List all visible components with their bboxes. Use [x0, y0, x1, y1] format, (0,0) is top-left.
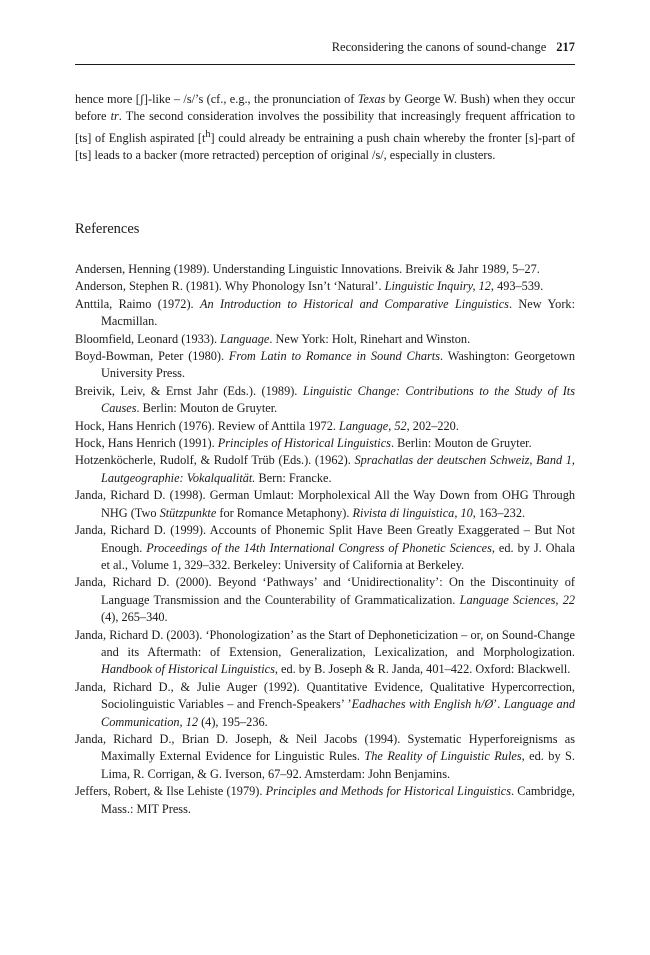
ref-italic: An Introduction to Historical and Comparative Linguistics: [199, 296, 509, 311]
ref-text: . Cambridge, Mass.: MIT Press.: [101, 784, 575, 816]
reference-entry: [75, 296, 575, 331]
ref-text: Janda, Richard D., & Julie Auger (1992). Quantitative Evidence, Qualitative Hypercorrection, Sociolinguistic Variables – and French-Speakers’ ’: [75, 679, 575, 712]
paragraph-italic: Texas: [357, 92, 386, 106]
paragraph-text: hence more [ʃ]-like – /s/’s (cf., e.g., the pronunciation of: [75, 92, 358, 106]
ref-italic: Language Sciences, 22: [459, 592, 575, 607]
ref-italic: Language and Communication, 12: [101, 697, 575, 729]
paragraph-italic: tr: [110, 109, 119, 124]
ref-italic: Sprachatlas der deutschen Schweiz, Band 1, Lautgeographie: Vokalqualität.: [101, 453, 576, 485]
references-heading: References: [75, 221, 140, 237]
ref-text: Jeffers, Robert, & Ilse Lehiste (1979).: [75, 784, 266, 799]
ref-italic: Stützpunkte: [159, 505, 217, 520]
page-number: 217: [556, 40, 575, 54]
paragraph-text: . The second consideration involves the possibility that increasingly frequent affrication to [ts] of English aspirated [t: [75, 109, 575, 145]
ref-text: for Romance Metaphony).: [216, 505, 353, 520]
ref-italic: Principles of Historical Linguistics: [217, 436, 391, 451]
ref-text: Hock, Hans Henrich (1976). Review of Anttila 1972.: [75, 418, 339, 433]
ref-text: , 163–232.: [472, 505, 526, 520]
reference-entry: [75, 487, 575, 522]
ref-text: Hotzenköcherle, Rudolf, & Rudolf Trüb (Eds.). (1962).: [75, 453, 355, 468]
ref-text: . Berlin: Mouton de Gruyter.: [390, 436, 532, 451]
reference-entry: [75, 278, 575, 295]
ref-text: , ed. by J. Ohala et al., Volume 1, 329–332. Berkeley: University of California at Berkeley.: [101, 540, 575, 572]
reference-entry: [75, 418, 575, 435]
ref-italic: Language, 52: [339, 418, 407, 433]
reference-entry: [75, 261, 575, 278]
reference-entry: [75, 435, 575, 452]
paragraph-text: ] could already be entraining a push chain whereby the fronter [s]-part of [ts] leads to a backer (more retracted) perception of original /s/, especially in clusters.: [75, 130, 576, 163]
ref-text: . New York: Macmillan.: [101, 296, 575, 329]
ref-text: Janda, Richard D. (2000). Beyond ‘Pathways’ and ‘Unidirectionality’: On the Discontinuity of Language Transmission and the Counterability of Grammaticalization.: [75, 575, 575, 607]
ref-text: (4), 265–340.: [101, 610, 168, 625]
reference-list: [75, 261, 575, 818]
ref-italic: From Latin to Romance in Sound Charts: [228, 349, 441, 364]
ref-text: Bloomfield, Leonard (1933).: [75, 331, 221, 346]
aspiration-superscript: h: [205, 128, 211, 140]
ref-text: Andersen, Henning (1989). Understanding Linguistic Innovations. Breivik & Jahr 1989, 5–27.: [75, 262, 540, 276]
reference-entry: [75, 522, 575, 574]
ref-text: (4), 195–236.: [198, 714, 268, 729]
reference-entry: [75, 783, 575, 818]
reference-entry: [75, 331, 575, 348]
ref-text: , ed. by S. Lima, R. Corrigan, & G. Iverson, 67–92. Amsterdam: John Benjamins.: [101, 749, 575, 781]
reference-entry: [75, 627, 575, 679]
header-rule: [75, 64, 575, 65]
ref-text: Hock, Hans Henrich (1991).: [75, 436, 218, 451]
ref-text: Janda, Richard D. (1998). German Umlaut: Morpholexical All the Way Down from OHG Through NHG (Two: [75, 488, 575, 520]
ref-italic: The Reality of Linguistic Rules: [364, 749, 522, 764]
reference-entry: [75, 574, 575, 626]
ref-italic: Linguistic Inquiry, 12: [384, 279, 491, 294]
ref-text: Boyd-Bowman, Peter (1980).: [75, 349, 229, 364]
ref-text: ’.: [493, 697, 504, 712]
reference-entry: [75, 679, 575, 731]
paragraph-text: by George W. Bush) when they occur before: [75, 92, 575, 124]
ref-text: Anderson, Stephen R. (1981). Why Phonology Isn’t ‘Natural’.: [75, 279, 385, 294]
ref-text: Breivik, Leiv, & Ernst Jahr (Eds.). (1989).: [75, 383, 303, 398]
ref-text: . Berlin: Mouton de Gruyter.: [136, 401, 278, 416]
ref-text: Anttila, Raimo (1972).: [75, 296, 200, 311]
reference-entry: [75, 731, 575, 783]
ref-text: , ed. by B. Joseph & R. Janda, 401–422. Oxford: Blackwell.: [274, 662, 571, 677]
ref-text: Bern: Francke.: [255, 470, 332, 485]
running-title: Reconsidering the canons of sound-change: [331, 40, 547, 54]
reference-entry: [75, 348, 575, 383]
ref-text: , 202–220.: [406, 418, 459, 433]
ref-italic: Eadhaches with English h/Ø: [351, 697, 494, 712]
ref-italic: Linguistic Change: Contributions to the Study of Its Causes: [101, 383, 575, 416]
reference-entry: [75, 383, 575, 418]
ref-text: Janda, Richard D. (1999). Accounts of Phonemic Split Have Been Greatly Exaggerated – But Not Enough.: [75, 523, 575, 555]
ref-italic: Handbook of Historical Linguistics: [101, 662, 275, 677]
ref-italic: Language: [220, 331, 270, 346]
running-header: [75, 40, 575, 60]
ref-text: , 493–539.: [490, 279, 544, 294]
ref-italic: Principles and Methods for Historical Linguistics: [265, 784, 512, 799]
ref-text: Janda, Richard D. (2003). ‘Phonologization’ as the Start of Dephoneticization – or, on Sound-Change and its Aftermath: of Extension, Generalization, Lexicalization, and Morphologization.: [75, 627, 575, 659]
reference-entry: [75, 452, 575, 487]
ref-italic: Proceedings of the 14th International Congress of Phonetic Sciences: [146, 540, 492, 555]
ref-text: Janda, Richard D., Brian D. Joseph, & Neil Jacobs (1994). Systematic Hyperforeignisms as Maximally External Evidence for Linguistic Rules.: [75, 731, 575, 764]
ref-text: . Washington: Georgetown University Press.: [101, 349, 575, 381]
body-paragraph: [75, 91, 575, 165]
ref-italic: Rivista di linguistica, 10: [352, 505, 473, 520]
ref-text: . New York: Holt, Rinehart and Winston.: [269, 331, 471, 346]
